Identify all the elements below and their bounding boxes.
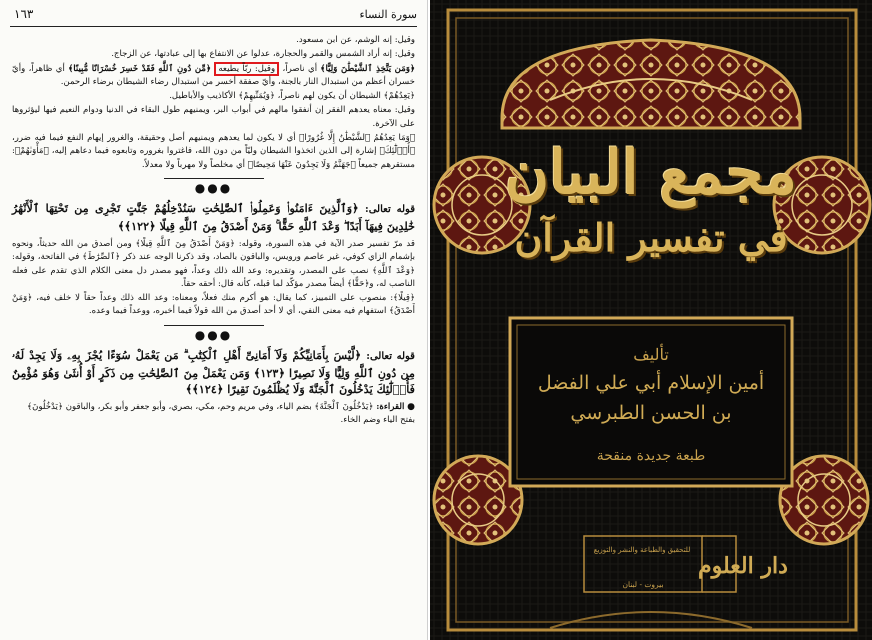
verse-gloss: أي ناصراً، [282,63,318,74]
ayah-text: ﴿لَّيْسَ بِأَمَانِيِّكُمْ وَلَآ أَمَانِىِّ أَهْلِ ٱلْكِتَٰبِ ۗ مَن يَعْمَلْ سُوٓءًا يُجْزَ بِهِۦ وَلَا يَجِدْ لَهُۥ مِن دُونِ ٱللَّهِ وَلِيًّا وَلَا نَصِيرًا ﴿١٢٣﴾ وَمَن يَعْمَلْ مِنَ ٱلصَّٰلِحَٰتِ مِن ذَكَرٍ أَوْ أُنثَىٰ وَهُوَ مُؤْمِنٌ فَأُو۟لَٰٓئِكَ يَدْخُلُونَ ٱلْجَنَّةَ وَلَا يُظْلَمُونَ نَقِيرًا ﴿١٢٤﴾﴾ [12,347,415,396]
publisher-name: دار العلوم [698,553,788,579]
qiraa-label: القراءة: [376,401,405,412]
book-cover [430,0,872,640]
commentary-paragraph: ﴿وَمَا يَعِدُهُمُ ٱلشَّيْطَٰنُ إِلَّا غُرُورًا﴾ أي لا يكون لما يعدهم ويمنيهم أصل وحقيقة، والغرور إيهام النفع فيما فيه ضرر، ﴿أُو۟لَٰٓئِكَ﴾ إشارة إلى الذين اتخذوا الشيطان وليّاً من دون الله، فاغتروا بغروره وتابعوه فيما دعاهم إليه، ﴿مَأْوَىٰهُمْ﴾: مستقرهم جميعاً ﴿جَهَنَّمُ وَلَا يَجِدُونَ عَنْهَا مَحِيصًا﴾ أي مخلصاً ولا مهرباً ولا معدلاً. [12,133,415,170]
book-page [0,0,428,640]
commentary-paragraph: قد مرّ تفسير صدر الآية في هذه السورة، وقوله: ﴿وَمَنْ أَصْدَقُ مِنَ ٱللَّهِ قِيلًا﴾ ومن أصدق من الله حديثاً، ونحوه بإشمام الزاي كوفي، غير عاصم ورويس، والباقون بالصاد، وقد ذكرنا الوجه عند ذكر ﴿ٱلصِّرَٰطَ﴾ في الفاتحة، وقوله: ﴿وَعْدَ ٱللَّهِ﴾ نصب على المصدر، وتقديره: وعد الله ذلك وعداً، فهو مصدر دل معنى الكلام الذي تقدم على فعله الناصب له، و﴿حَقًّا﴾ أيضاً مصدر مؤكّد لما قبله، كأنه قال: أحقه حقاً. [12,238,415,289]
bullet-icon: ● [407,401,415,412]
cover-author: أمين الإسلام أبي علي الفضل بن الحسن الطبرسي [537,372,765,424]
section-separator: ●●● [164,325,264,342]
page-number: ١٦٣ [14,7,34,21]
ayah-block [12,200,415,234]
qiraa-paragraph [12,401,415,428]
ayah-text: ﴿وَٱلَّذِينَ ءَامَنُوا۟ وَعَمِلُوا۟ ٱلصَّٰلِحَٰتِ سَنُدْخِلُهُمْ جَنَّٰتٍ تَجْرِى مِن تَحْتِهَا ٱلْأَنْهَٰرُ خَٰلِدِينَ فِيهَآ أَبَدًا ۖ وَعْدَ ٱللَّهِ حَقًّا ۚ وَمَنْ أَصْدَقُ مِنَ ٱللَّهِ قِيلًا ﴿١٢٢﴾﴾ [12,200,415,233]
highlighted-text: وقيل: ربّاً يطيعه [214,62,279,76]
publisher-city: بيروت - لبنان [622,580,664,589]
section-separator: ●●● [164,178,264,195]
commentary-paragraph: ﴿قِيلًا﴾: منصوب على التمييز، كما يقال: هو أكرم منك فعلاً، ومعناه: وعد الله ذلك وعداً حقاً لا خلف فيه، ﴿وَمَنْ أَصْدَقُ﴾ استفهام فيه معنى النفي، أي لا أحد أصدق من الله قولاً فيما أخبره، ووعداً فيما وعده. [12,293,415,317]
page-header [10,6,417,27]
verse-quote: ﴿وَمَن يَتَّخِذِ ٱلشَّيْطَٰنَ وَلِيًّا﴾ [320,63,416,74]
verse-explanation: أي ظاهراً، وأيّ خسران أعظم من استبدال النار بالجنة، وأيّ صفقة أخسر من استبدال رضاء الشيطان برضاء الرحمن. [12,63,415,87]
ayah-lead: قوله تعالى: [366,350,415,362]
page-body [12,34,415,427]
cover-edition: طبعة جديدة منقحة [596,448,706,464]
qiraa-text: ﴿يَدْخُلُونَ ٱلْجَنَّةَ﴾ بضم الياء، وفي مريم وحم، مكي، بصري، وأبو جعفر وأبو بكر، والباقون ﴿يَدْخُلُونَ﴾ بفتح الياء وضم الخاء. [27,401,415,426]
verse-passage [12,63,415,90]
surah-title: سورة النساء [359,8,417,21]
ayah-lead: قوله تعالى: [365,203,415,215]
publisher-tagline: للتحقيق والطباعة والنشر والتوزيع [593,546,691,554]
cover-ornament-icon [430,0,872,640]
commentary-paragraph: وقيل: معناه يعدهم الفقر إن أنفقوا مالهم في أبواب البر، ويمنيهم طول البقاء في الدنيا ودوام النعيم فيها ليؤثروها على الآخرة. [12,105,415,129]
ayah-block [12,347,415,397]
cover-subtitle: في تفسير القرآن [514,215,788,260]
commentary-line: وقيل: إنه الوشم، عن ابن مسعود. [296,35,415,45]
commentary-paragraph: ﴿يَعِدُهُمْ﴾ الشيطان أن يكون لهم ناصراً، ﴿وَيُمَنِّيهِمْ﴾ الأكاذيب والأباطيل. [169,91,415,102]
cover-title: مجمع البيان [505,138,797,208]
cover-authored-by: تأليف [633,345,669,364]
commentary-line: وقيل: إنه أراد الشمس والقمر والحجارة، عدلوا عن الانتفاع بها إلى عبادتها، عن الزجاج. [111,49,415,60]
verse-quote: ﴿مِّن دُونِ ٱللَّهِ فَقَدْ خَسِرَ خُسْرَانًا مُّبِينًا﴾ [68,63,212,74]
